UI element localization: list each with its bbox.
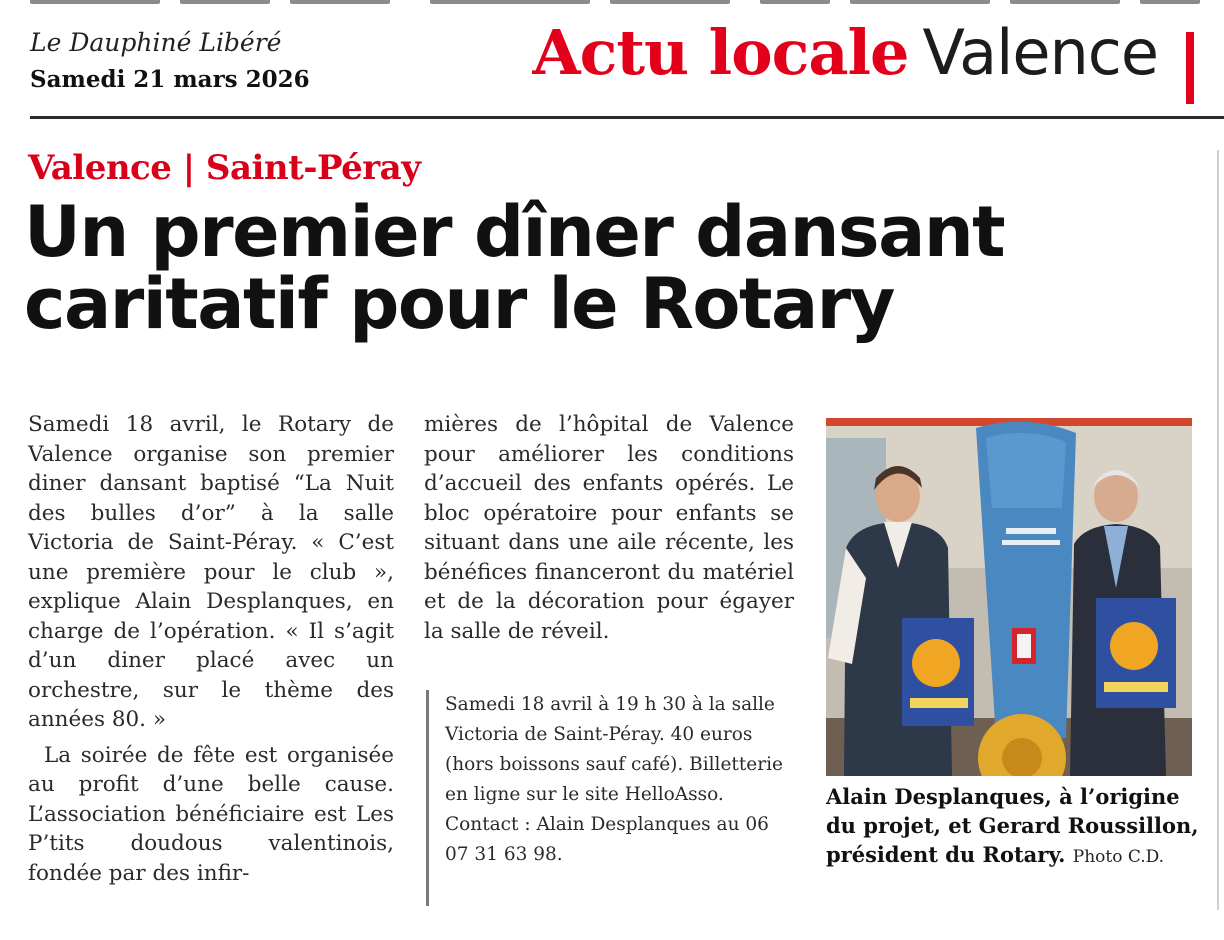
article-kicker: Valence | Saint-Péray (28, 148, 421, 188)
section-title (532, 16, 1159, 89)
photo-credit: Photo C.D. (1072, 847, 1165, 867)
article-paragraph: La soirée de fête est organisée au profit d’une belle cause. L’association bénéficiaire est Les P’tits doudous valentinois, fondée par des infir- (28, 742, 394, 886)
article-paragraph: mières de l’hôpital de Valence pour améliorer les conditions d’accueil des enfants opérés. Le bloc opératoire pour enfants se situant dans une aile récente, les bénéfices financeront du matériel et de la décoration pour égayer la salle de réveil. (424, 412, 794, 644)
section-accent-bar (1186, 32, 1194, 104)
photo-illustration (826, 418, 1192, 776)
previous-text-remnant (0, 0, 1224, 10)
section-label: Actu locale (532, 16, 909, 89)
photo-caption (826, 782, 1206, 872)
caption-text: Alain Desplanques, à l’origine du projet, et Gerard Roussillon, président du Rotary. (826, 784, 1199, 867)
masthead (0, 10, 1224, 118)
event-info-box: Samedi 18 avril à 19 h 30 à la salle Victoria de Saint-Péray. 40 euros (hors boissons sauf café). Billetterie en ligne sur le site HelloAsso. Contact : Alain Desplanques au 06 07 31 63 98. (426, 690, 794, 906)
article-headline (24, 191, 1024, 345)
article-paragraph: Samedi 18 avril, le Rotary de Valence organise son premier diner dansant baptisé “La Nuit des bulles d’or” à la salle Victoria de Saint-Péray. « C’est une première pour le club », explique Alain Desplanques, en charge de l’opération. « Il s’agit d’un diner placé avec un orchestre, sur le thème des années 80. » (28, 412, 394, 732)
article-column-2 (424, 410, 794, 646)
newspaper-name: Le Dauphiné Libéré (30, 28, 282, 57)
article-photo (826, 418, 1192, 776)
article-column-1 (28, 410, 394, 888)
column-edge-rule (1217, 150, 1219, 910)
headline-line-2: caritatif pour le Rotary (24, 263, 894, 345)
section-city: Valence (922, 16, 1158, 89)
masthead-divider (30, 116, 1224, 119)
issue-date: Samedi 21 mars 2026 (30, 66, 310, 93)
headline-line-1: Un premier dîner dansant (24, 191, 1005, 273)
